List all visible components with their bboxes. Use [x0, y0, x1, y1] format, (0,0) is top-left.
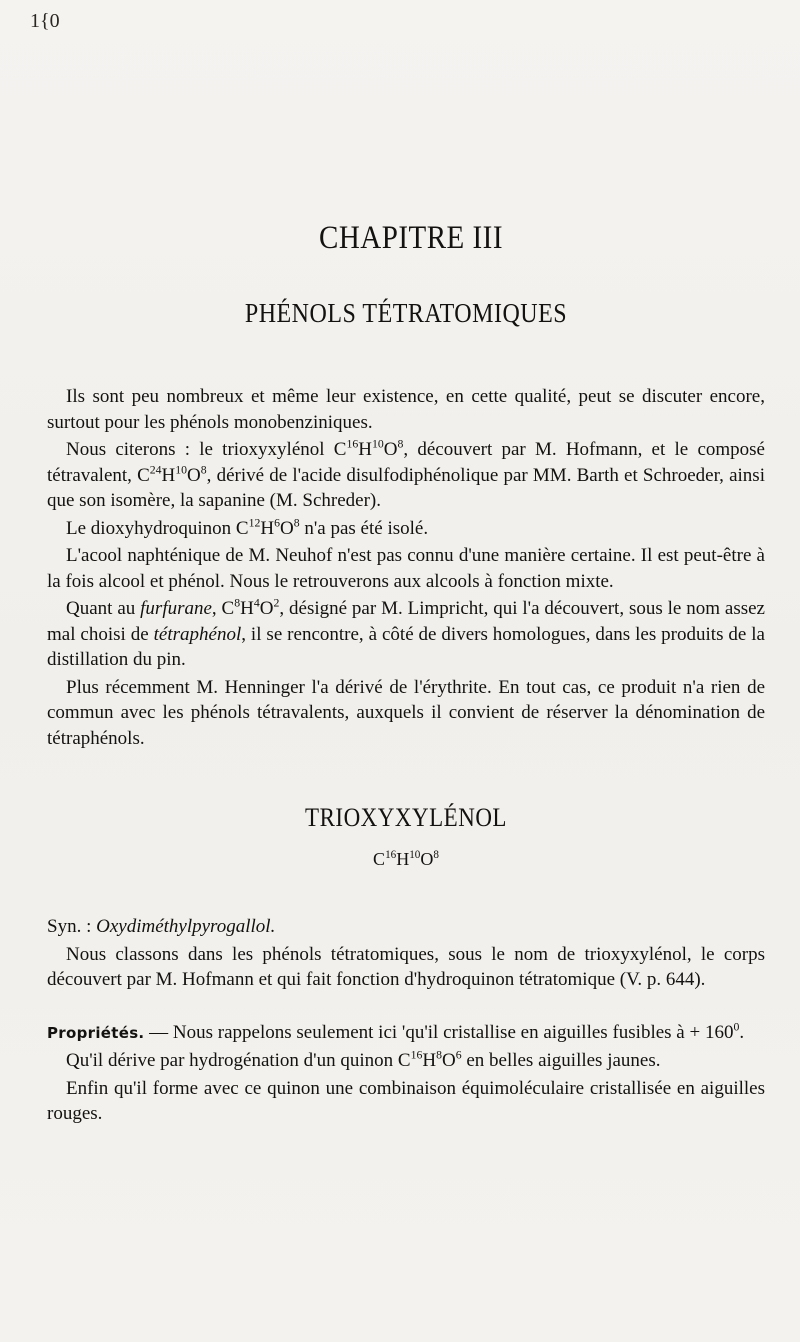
intro-paragraph-6: Plus récemment M. Henninger l'a dérivé de l'érythrite. En tout cas, ce produit n'a rien de commun avec les phénols tétravalents, auxquels il convient de réserver la dénomination de tétraphénols.: [47, 676, 765, 749]
properties-block: [47, 1020, 765, 1127]
trioxyxylenol-paragraph-3: Enfin qu'il forme avec ce quinon une combinaison équimoléculaire cristallisée en aiguilles rouges.: [47, 1077, 765, 1124]
intro-text: [47, 384, 765, 751]
intro-paragraph-5: Quant au furfurane, $C^8H^4O^2$, désigné par M. Limpricht, qui l'a découvert, sous le nom assez mal choisi de tétraphénol, il se rencontre, à côté de divers homologues, dans les produits de la distillation du pin.: [47, 596, 765, 670]
properties-label: Propriétés.: [47, 1023, 145, 1042]
page-number: 1{0: [30, 10, 60, 32]
intro-paragraph-4: L'acool naphténique de M. Neuhof n'est pas connu d'une manière certaine. Il est peut-être à la fois alcool et phénol. Nous le retrouverons aux alcools à fonction mixte.: [47, 545, 765, 592]
synonym-block: [47, 914, 765, 993]
page-content: [47, 222, 765, 1127]
intro-paragraph-2: Nous citerons : le trioxyxylénol $C^{16}H^{10}O^8$, découvert par M. Hofmann, et le composé tétravalent, $C^{24}H^{10}O^8$, dérivé de l'acide disulfodiphénolique par MM. Barth et Schroeder, ainsi que son isomère, la sapanine (M. Schreder).: [47, 437, 765, 511]
synonym-value: Oxydiméthylpyrogallol.: [96, 916, 276, 937]
term-tetraphenol: tétraphénol: [153, 623, 242, 645]
chapter-title: CHAPITRE III: [318, 220, 503, 256]
intro-paragraph-3: Le dioxyhydroquinon $C^{12}H^6O^8$ n'a pas été isolé.: [66, 515, 429, 539]
trioxyxylenol-paragraph-1: Nous classons dans les phénols tétratomiques, sous le nom de trioxyxylénol, le corps découvert par M. Hofmann et qui fait fonction d'hydroquinon tétratomique (V. p. 644).: [47, 943, 765, 990]
synonym-line: Syn. : Oxydiméthylpyrogallol.: [47, 916, 276, 937]
properties-paragraph: Propriétés. — Nous rappelons seulement ici 'qu'il cristallise en aiguilles fusibles à + $160^0$.: [47, 1019, 745, 1043]
intro-paragraph-1: Ils sont peu nombreux et même leur existence, en cette qualité, peut se discuter encore, surtout pour les phénols monobenziniques.: [47, 386, 765, 433]
trioxyxylenol-formula: $C^{16}H^{10}O^8$: [373, 848, 439, 869]
trioxyxylenol-heading: TRIOXYXYLÉNOL: [305, 803, 507, 832]
term-furfurane: furfurane: [140, 598, 212, 619]
trioxyxylenol-paragraph-2: Qu'il dérive par hydrogénation d'un quinon $C^{16}H^8O^6$ en belles aiguilles jaunes.: [66, 1048, 661, 1071]
section-title: PHÉNOLS TÉTRATOMIQUES: [244, 298, 568, 329]
